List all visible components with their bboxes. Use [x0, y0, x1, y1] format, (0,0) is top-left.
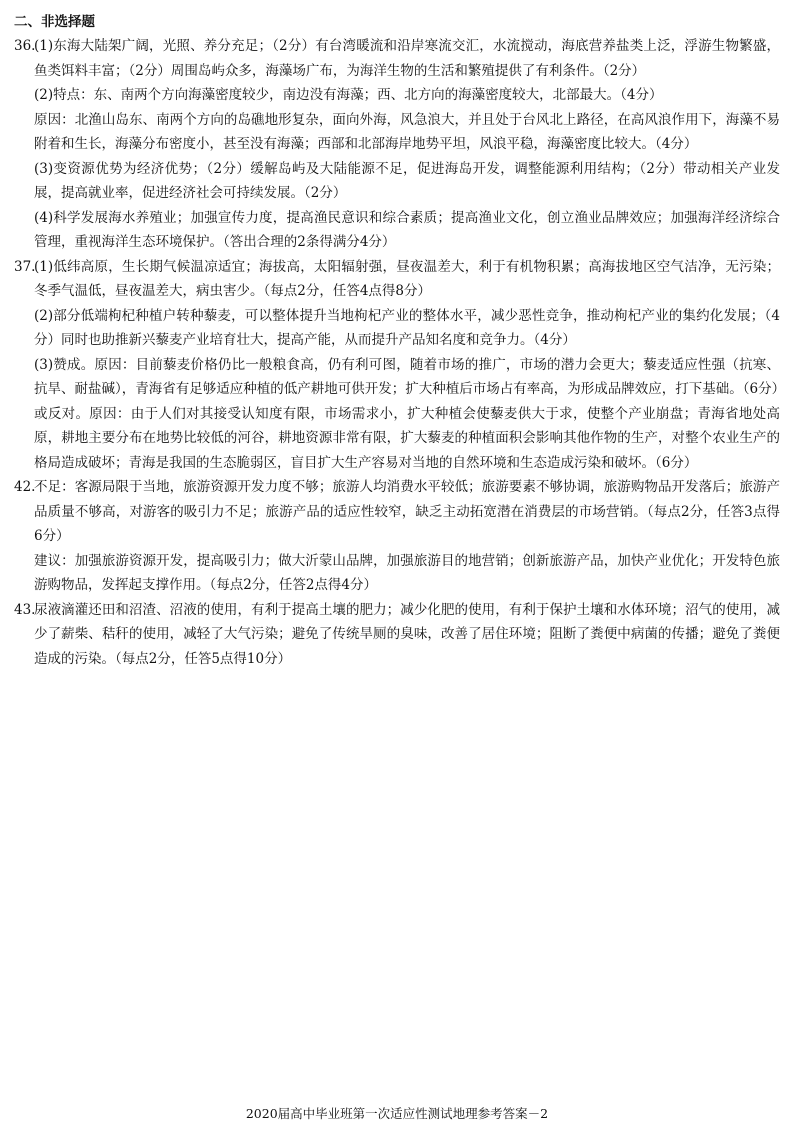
question-number: 42.: [14, 479, 36, 495]
page-footer: 2020届高中毕业班第一次适应性测试地理参考答案－2: [245, 1106, 549, 1121]
answer-paragraph: (2)特点：东、南两个方向海藻密度较少，南边没有海藻；西、北方向的海藻密度较大，北部最大。（4分）: [34, 87, 663, 103]
answer-paragraph: (2)部分低端枸杞种植户转种藜麦，可以整体提升当地枸杞产业的整体水平，减少恶性竞争，推动枸杞产业的集约化发展；（4分）同时也助推新兴藜麦产业培育壮大，提高产能，从而提升产品知名度和竞争力。（4分）: [34, 307, 780, 348]
answer-page: [14, 12, 786, 671]
question-number: 37.: [14, 258, 36, 275]
question-number: 36.: [14, 38, 36, 54]
answer-paragraph: 原因：北渔山岛东、南两个方向的岛礁地形复杂，面向外海，风急浪大，并且处于台风北上路径，在高风浪作用下，海藻不易附着和生长，海藻分布密度小，甚至没有海藻；西部和北部海岸地势平坦，风浪平稳，海藻密度比较大。（4分）: [34, 111, 780, 152]
answer-paragraph: (3)变资源优势为经济优势；（2分）缓解岛屿及大陆能源不足，促进海岛开发，调整能源利用结构；（2分）带动相关产业发展，提高就业率，促进经济社会可持续发展。（2分）: [34, 160, 780, 201]
question-43: [14, 598, 780, 672]
answer-paragraph: (3)赞成。原因：目前藜麦价格仍比一般粮食高，仍有利可图，随着市场的推广，市场的潜力会更大；藜麦适应性强（抗寒、抗旱、耐盐碱），青海省有足够适应种植的低产耕地可供开发；扩大种植后市场占有率高，为形成品牌效应，打下基础。（6分）: [34, 356, 786, 397]
answer-paragraph: 或反对。原因：由于人们对其接受认知度有限，市场需求小，扩大种植会使藜麦供大于求，使整个产业崩盘；青海省地处高原，耕地主要分布在地势比较低的河谷，耕地资源非常有限，扩大藜麦的种植面积会影响其他作物的生产，对整个农业生产的格局造成破坏；青海是我国的生态脆弱区，盲目扩大生产容易对当地的自然环境和生态造成污染和破坏。（6分）: [34, 405, 780, 471]
answer-paragraph: 不足：客源局限于当地，旅游资源开发力度不够；旅游人均消费水平较低；旅游要素不够协调，旅游购物品开发落后；旅游产品质量不够高，对游客的吸引力不足；旅游产品的适应性较窄，缺乏主动拓宽潜在消费层的市场营销。（每点2分，任答3点得6分）: [34, 479, 780, 544]
question-number: 43.: [14, 601, 36, 618]
answer-paragraph: (4)科学发展海水养殖业；加强宣传力度，提高渔民意识和综合素质；提高渔业文化，创立渔业品牌效应；加强海洋经济综合管理，重视海洋生态环境保护。（答出合理的2条得满分4分）: [34, 209, 780, 250]
answer-paragraph: (1)低纬高原，生长期气候温凉适宜；海拔高，太阳辐射强，昼夜温差大，利于有机物积累；高海拔地区空气洁净，无污染；冬季气温低，昼夜温差大，病虫害少。（每点2分，任答4点得8分）: [34, 258, 780, 299]
question-42: [14, 475, 780, 598]
answer-paragraph: 尿液滴灌还田和沼渣、沼液的使用，有利于提高土壤的肥力；减少化肥的使用，有利于保护土壤和水体环境；沼气的使用，减少了薪柴、秸秆的使用，减轻了大气污染；避免了传统旱厕的臭味，改善了居住环境；阻断了粪便中病菌的传播；避免了粪便造成的污染。（每点2分，任答5点得10分）: [34, 601, 780, 667]
answer-paragraph: (1)东海大陆架广阔，光照、养分充足；（2分）有台湾暖流和沿岸寒流交汇，水流搅动，海底营养盐类上泛，浮游生物繁盛，鱼类饵料丰富；（2分）周围岛屿众多，海藻场广布，为海洋生物的生活和繁殖提供了有利条件。（2分）: [34, 38, 780, 79]
answer-paragraph: 建议：加强旅游资源开发，提高吸引力；做大沂蒙山品牌，加强旅游目的地营销；创新旅游产品，加快产业优化；开发特色旅游购物品，发挥起支撑作用。（每点2分，任答2点得4分）: [34, 552, 780, 593]
question-36: [14, 34, 780, 255]
section-title: 二、非选择题: [14, 14, 95, 30]
question-37: [14, 255, 786, 476]
